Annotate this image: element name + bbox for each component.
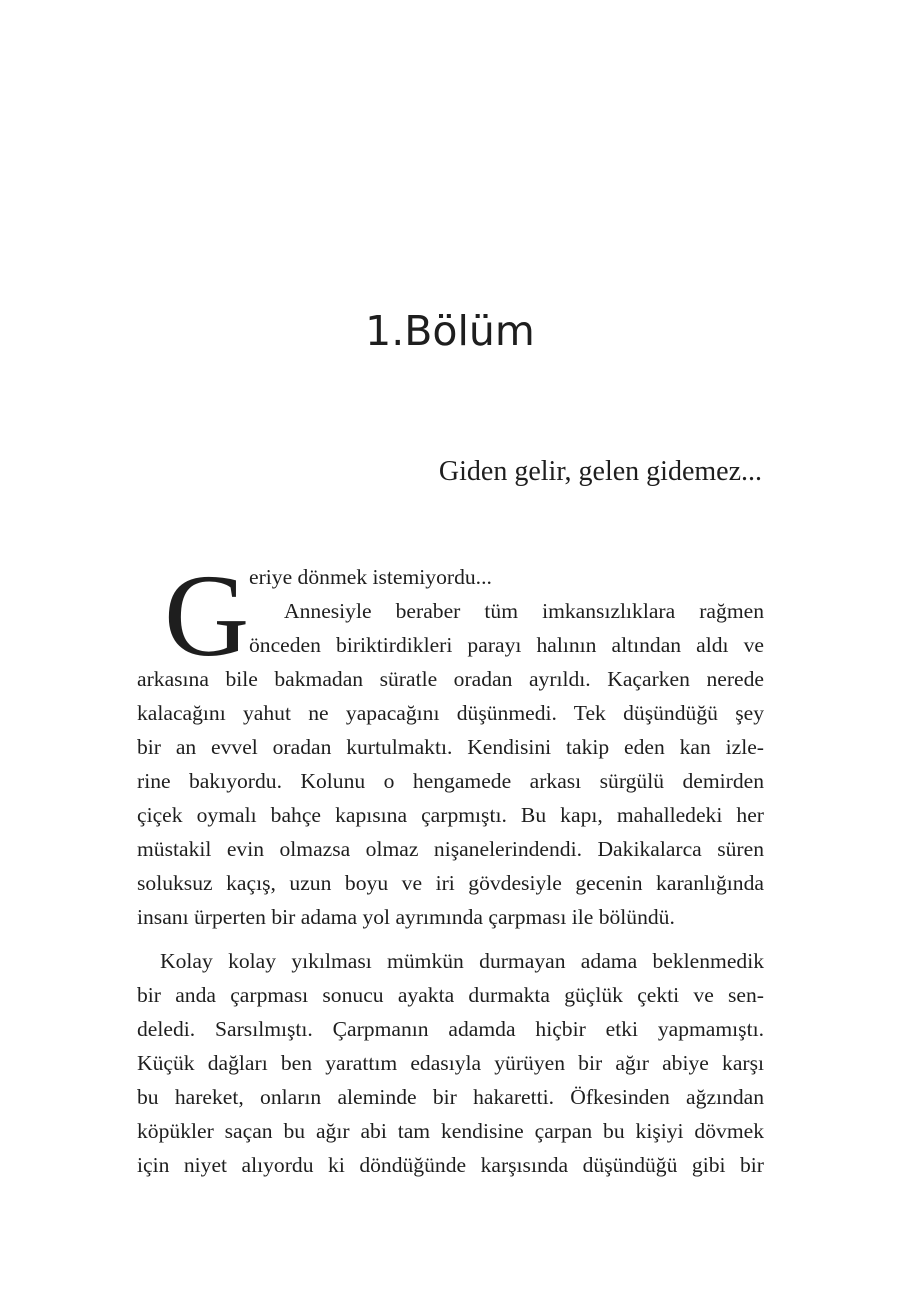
text-line: bu hareket, onların aleminde bir hakaretti. Öfkesinden ağzından	[137, 1085, 764, 1109]
text-line: rine bakıyordu. Kolunu o hengamede arkası sürgülü demirden	[137, 769, 764, 793]
text-line: arkasına bile bakmadan süratle oradan ayrıldı. Kaçarken nerede	[137, 667, 764, 691]
paragraph-2	[137, 944, 764, 1182]
chapter-body	[137, 550, 764, 1182]
text-line: önceden biriktirdikleri parayı halının altından aldı ve	[249, 633, 764, 657]
text-line: soluksuz kaçış, uzun boyu ve iri gövdesiyle gecenin karanlığında	[137, 871, 764, 895]
text-line: için niyet alıyordu ki döndüğünde karşısında düşündüğü gibi bir	[137, 1153, 764, 1177]
text-line: deledi. Sarsılmıştı. Çarpmanın adamda hiçbir etki yapmamıştı.	[137, 1017, 764, 1041]
text-line: Küçük dağları ben yarattım edasıyla yürüyen bir ağır abiye karşı	[137, 1051, 764, 1075]
paragraph-1	[137, 550, 764, 934]
text-line: insanı ürperten bir adama yol ayrımında çarpması ile bölündü.	[137, 905, 675, 929]
chapter-title: 1.Bölüm	[365, 307, 535, 355]
text-line: Annesiyle beraber tüm imkansızlıklara rağmen	[284, 599, 764, 623]
text-line: çiçek oymalı bahçe kapısına çarpmıştı. Bu kapı, mahalledeki her	[137, 803, 764, 827]
text-line: Kolay kolay yıkılması mümkün durmayan adama beklenmedik	[160, 949, 764, 973]
text-line: eriye dönmek istemiyordu...	[249, 565, 492, 589]
chapter-epigraph: Giden gelir, gelen gidemez...	[438, 456, 762, 487]
drop-cap-letter: G	[164, 550, 250, 681]
text-line: müstakil evin olmazsa olmaz nişanelerindendi. Dakikalarca süren	[137, 837, 764, 861]
text-line: köpükler saçan bu ağır abi tam kendisine çarpan bu kişiyi dövmek	[137, 1119, 764, 1143]
text-line: kalacağını yahut ne yapacağını düşünmedi. Tek düşündüğü şey	[137, 701, 764, 725]
text-line: bir an evvel oradan kurtulmaktı. Kendisini takip eden kan izle-	[137, 735, 764, 759]
text-line: bir anda çarpması sonucu ayakta durmakta güçlük çekti ve sen-	[137, 983, 764, 1007]
